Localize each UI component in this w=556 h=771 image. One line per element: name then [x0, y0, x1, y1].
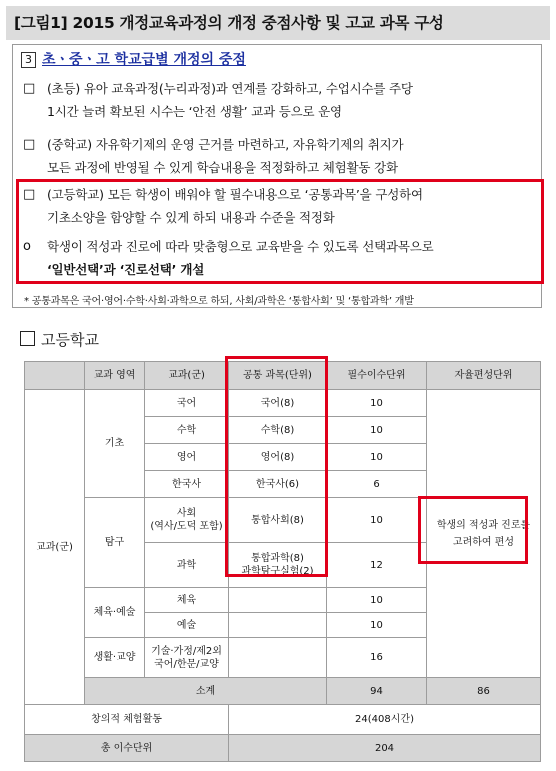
- common-cell: 한국사(6): [229, 471, 327, 498]
- required-cell: 16: [327, 638, 427, 678]
- subject-cell: 체육: [145, 588, 229, 613]
- bullet-marker: o: [23, 239, 31, 254]
- subject-cell: 기술·가정/제2외 국어/한문/교양: [145, 638, 229, 678]
- creative-activity-row: [25, 705, 541, 735]
- common-cell: [229, 613, 327, 638]
- subject-cell: 한국사: [145, 471, 229, 498]
- common-cell: 통합과학(8) 과학탐구실험(2): [229, 543, 327, 588]
- total-row: [25, 735, 541, 762]
- area-cell: 생활·교양: [85, 638, 145, 678]
- section-number: 3: [21, 52, 36, 68]
- item-line: ‘일반선택’과 ‘진로선택’ 개설: [47, 262, 205, 277]
- subject-cell: 과학: [145, 543, 229, 588]
- side-label: 교과(군): [25, 390, 85, 705]
- header-area: 교과 영역: [85, 362, 145, 390]
- required-cell: 10: [327, 498, 427, 543]
- item-line: 1시간 늘려 확보된 시수는 ‘안전 생활’ 교과 등으로 운영: [47, 104, 342, 119]
- subtotal-label: 소계: [85, 678, 327, 705]
- item-line: 기초소양을 함양할 수 있게 하되 내용과 수준을 적정화: [47, 210, 335, 225]
- area-cell: 체육·예술: [85, 588, 145, 638]
- area-cell: 탐구: [85, 498, 145, 588]
- section-heading: [21, 51, 246, 70]
- subtotal-row: [25, 678, 541, 705]
- figure-title: [그림1] 2015 개정교육과정의 개정 중점사항 및 고교 과목 구성: [6, 6, 550, 40]
- subject-cell: 예술: [145, 613, 229, 638]
- subtotal-elective: 86: [427, 678, 541, 705]
- bullet-marker: □: [23, 187, 36, 202]
- required-cell: 10: [327, 444, 427, 471]
- item-line: (중학교) 자유학기제의 운영 근거를 마련하고, 자유학기제의 취지가: [47, 137, 404, 152]
- header-required-units: 필수이수단위: [327, 362, 427, 390]
- footnote: * 공통과목은 국어·영어·수학·사회·과학으로 하되, 사회/과학은 ‘통합사회’ 및 ‘통합과학’ 개발: [24, 296, 414, 307]
- subheading: [20, 331, 99, 349]
- bullet-marker: □: [23, 81, 36, 96]
- highlight-box-common-subjects: [225, 356, 328, 577]
- subject-cell: 수학: [145, 417, 229, 444]
- common-cell: 영어(8): [229, 444, 327, 471]
- highlight-box-high-school: [16, 179, 544, 284]
- required-cell: 10: [327, 390, 427, 417]
- item-line: (초등) 유아 교육과정(누리과정)과 연계를 강화하고, 수업시수를 주당: [47, 81, 413, 96]
- common-cell: 수학(8): [229, 417, 327, 444]
- area-cell: 기초: [85, 390, 145, 498]
- subheading-text: 고등학교: [41, 331, 99, 349]
- required-cell: 12: [327, 543, 427, 588]
- creative-label: 창의적 체험활동: [25, 705, 229, 735]
- required-cell: 10: [327, 613, 427, 638]
- required-cell: 10: [327, 417, 427, 444]
- common-cell: 국어(8): [229, 390, 327, 417]
- common-cell: [229, 638, 327, 678]
- item-line: 학생이 적성과 진로에 따라 맞춤형으로 교육받을 수 있도록 선택과목으로: [47, 239, 434, 254]
- required-cell: 10: [327, 588, 427, 613]
- common-cell: 통합사회(8): [229, 498, 327, 543]
- subtotal-required: 94: [327, 678, 427, 705]
- item-line: 모든 과정에 반영될 수 있게 학습내용을 적정화하고 체험활동 강화: [47, 160, 398, 175]
- total-label: 총 이수단위: [25, 735, 229, 762]
- checkbox-square-icon: [20, 331, 35, 346]
- item-line: (고등학교) 모든 학생이 배워야 할 필수내용으로 ‘공통과목’을 구성하여: [47, 187, 423, 202]
- subject-cell: 영어: [145, 444, 229, 471]
- header-elective-units: 자율편성단위: [427, 362, 541, 390]
- list-item-elementary: [23, 77, 529, 123]
- bullet-marker: □: [23, 137, 36, 152]
- elective-note-cell: 학생의 적성과 진로를 고려하여 편성: [427, 390, 541, 678]
- header-blank: [25, 362, 85, 390]
- section-title: 초ㆍ중ㆍ고 학교급별 개정의 중점: [42, 52, 246, 68]
- required-cell: 6: [327, 471, 427, 498]
- subject-cell: 사회 (역사/도덕 포함): [145, 498, 229, 543]
- highlight-box-elective-note: [418, 496, 528, 564]
- header-common-subject: 공통 과목(단위): [229, 362, 327, 390]
- total-value: 204: [229, 735, 541, 762]
- common-cell: [229, 588, 327, 613]
- list-item-middle: [23, 133, 529, 179]
- subject-cell: 국어: [145, 390, 229, 417]
- header-subject-group: 교과(군): [145, 362, 229, 390]
- creative-value: 24(408시간): [229, 705, 541, 735]
